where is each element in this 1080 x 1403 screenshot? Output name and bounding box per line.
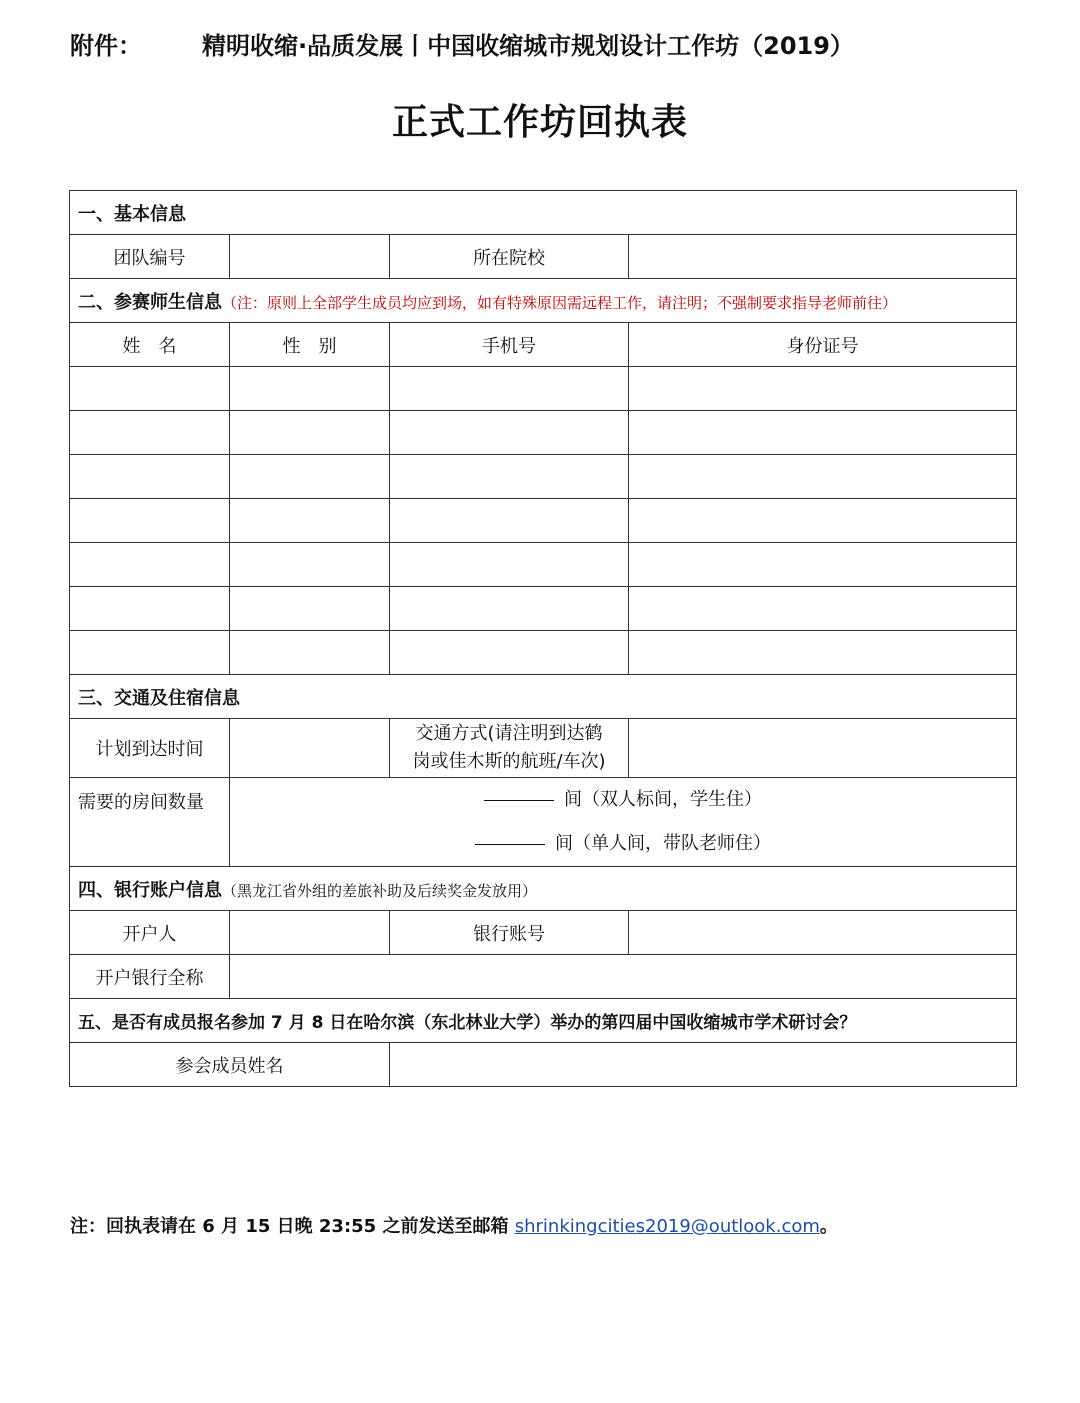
participant-row (70, 499, 1017, 543)
participant-name-cell[interactable] (70, 411, 230, 455)
participant-id-cell[interactable] (629, 499, 1017, 543)
arrival-time-label: 计划到达时间 (70, 719, 230, 778)
form-title: 正式工作坊回执表 (391, 101, 688, 143)
section-symposium-title: 五、是否有成员报名参加 7 月 8 日在哈尔滨（东北林业大学）举办的第四届中国收缩城市学术研讨会？ (70, 999, 1017, 1043)
account-holder-field[interactable] (230, 911, 390, 955)
participant-row (70, 411, 1017, 455)
school-field[interactable] (629, 235, 1017, 279)
participant-row (70, 367, 1017, 411)
participant-gender-cell[interactable] (230, 455, 390, 499)
participant-id-cell[interactable] (629, 367, 1017, 411)
document-header (70, 26, 854, 61)
transport-label (390, 719, 629, 778)
single-room-text: 间（单人间，带队老师住） (555, 833, 771, 854)
participants-title-text: 二、参赛师生信息 (78, 291, 222, 313)
participant-name-cell[interactable] (70, 543, 230, 587)
section-participants-title (70, 279, 1017, 323)
participant-id-cell[interactable] (629, 587, 1017, 631)
team-number-field[interactable] (230, 235, 390, 279)
participant-phone-cell[interactable] (390, 631, 629, 675)
event-title: 精明收缩·品质发展丨中国收缩城市规划设计工作坊（2019） (202, 32, 854, 60)
rooms-field (230, 778, 1017, 867)
single-room-line (238, 822, 1008, 866)
participant-gender-cell[interactable] (230, 587, 390, 631)
participant-gender-cell[interactable] (230, 499, 390, 543)
arrival-time-field[interactable] (230, 719, 390, 778)
registration-form-table (69, 190, 1017, 1087)
participant-name-cell[interactable] (70, 631, 230, 675)
participant-id-cell[interactable] (629, 411, 1017, 455)
account-number-field[interactable] (629, 911, 1017, 955)
column-header-gender: 性 别 (230, 323, 390, 367)
symposium-members-field[interactable] (390, 1043, 1017, 1087)
submission-note (70, 1212, 838, 1238)
section-transport-title: 三、交通及住宿信息 (70, 675, 1017, 719)
transport-label-line2: 岗或佳木斯的航班/车次) (412, 751, 606, 772)
bank-note: （黑龙江省外组的差旅补助及后续奖金发放用） (222, 881, 538, 900)
column-header-name: 姓 名 (70, 323, 230, 367)
participant-gender-cell[interactable] (230, 631, 390, 675)
participant-id-cell[interactable] (629, 455, 1017, 499)
participant-id-cell[interactable] (629, 631, 1017, 675)
school-label: 所在院校 (390, 235, 629, 279)
participant-gender-cell[interactable] (230, 367, 390, 411)
double-room-blank[interactable] (484, 799, 554, 801)
participant-row (70, 543, 1017, 587)
account-number-label: 银行账号 (390, 911, 629, 955)
participant-phone-cell[interactable] (390, 411, 629, 455)
participant-row (70, 455, 1017, 499)
email-link[interactable]: shrinkingcities2019@outlook.com (514, 1216, 820, 1237)
participant-name-cell[interactable] (70, 587, 230, 631)
account-holder-label: 开户人 (70, 911, 230, 955)
participant-name-cell[interactable] (70, 499, 230, 543)
bank-full-name-field[interactable] (230, 955, 1017, 999)
participant-phone-cell[interactable] (390, 543, 629, 587)
participant-name-cell[interactable] (70, 455, 230, 499)
attachment-label: 附件： (70, 32, 142, 60)
participant-row (70, 631, 1017, 675)
symposium-members-label: 参会成员姓名 (70, 1043, 390, 1087)
participant-gender-cell[interactable] (230, 543, 390, 587)
column-header-phone: 手机号 (390, 323, 629, 367)
section-bank-title (70, 867, 1017, 911)
submission-note-text: 注：回执表请在 6 月 15 日晚 23:55 之前发送至邮箱 (70, 1216, 515, 1237)
participant-phone-cell[interactable] (390, 499, 629, 543)
transport-label-line1: 交通方式(请注明到达鹤 (415, 723, 603, 744)
bank-title-text: 四、银行账户信息 (78, 879, 222, 901)
team-number-label: 团队编号 (70, 235, 230, 279)
participant-row (70, 587, 1017, 631)
section-basic-info-title: 一、基本信息 (70, 191, 1017, 235)
participants-note: （注：原则上全部学生成员均应到场，如有特殊原因需远程工作，请注明；不强制要求指导老师前往） (222, 293, 898, 312)
single-room-blank[interactable] (475, 843, 545, 845)
rooms-label: 需要的房间数量 (70, 778, 230, 867)
participant-phone-cell[interactable] (390, 587, 629, 631)
participant-name-cell[interactable] (70, 367, 230, 411)
participant-id-cell[interactable] (629, 543, 1017, 587)
submission-note-end: 。 (819, 1216, 838, 1237)
participant-gender-cell[interactable] (230, 411, 390, 455)
column-header-id-number: 身份证号 (629, 323, 1017, 367)
bank-full-name-label: 开户银行全称 (70, 955, 230, 999)
double-room-text: 间（双人标间，学生住） (564, 789, 762, 810)
participant-phone-cell[interactable] (390, 455, 629, 499)
participant-phone-cell[interactable] (390, 367, 629, 411)
transport-field[interactable] (629, 719, 1017, 778)
double-room-line (238, 778, 1008, 822)
